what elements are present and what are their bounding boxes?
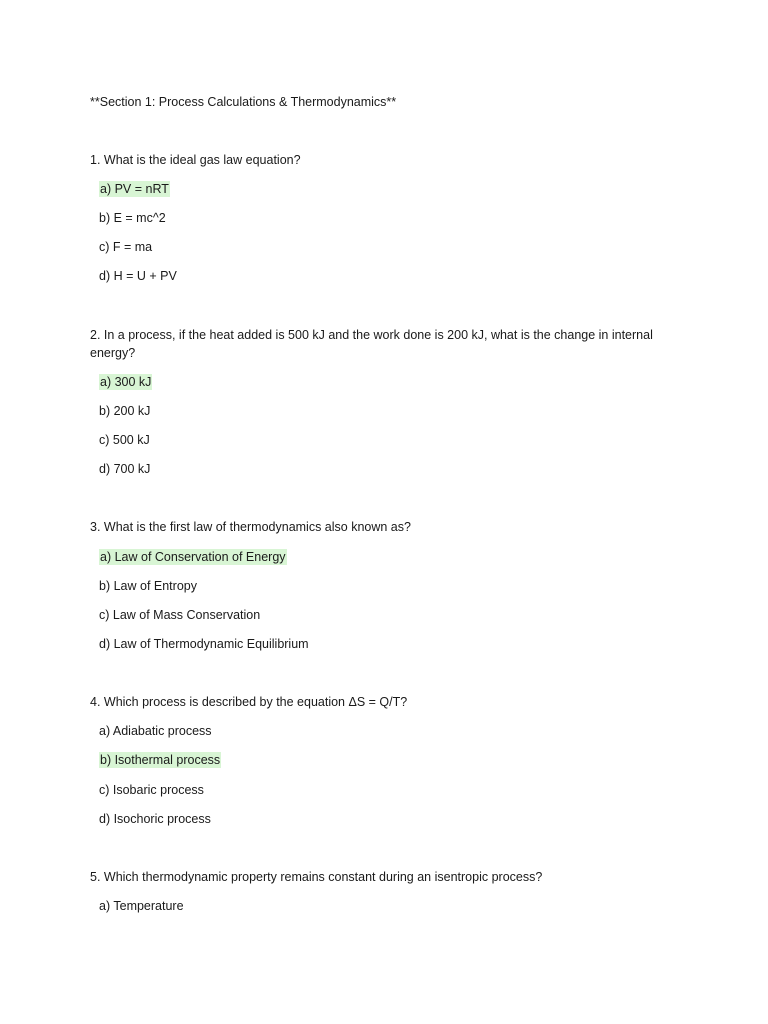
question-4-text: 4. Which process is described by the equation ΔS = Q/T?: [90, 695, 408, 709]
question-4-option-a: a) Adiabatic process: [99, 724, 212, 738]
section-title: **Section 1: Process Calculations & Thermodynamics**: [90, 95, 397, 109]
question-3-option-d: d) Law of Thermodynamic Equilibrium: [99, 637, 309, 651]
question-1-option-c: c) F = ma: [99, 240, 153, 254]
question-1-option-a: [99, 180, 170, 198]
question-3-text: 3. What is the first law of thermodynamics also known as?: [90, 520, 411, 534]
answer-highlight: a) 300 kJ: [100, 375, 152, 389]
question-1-option-d: d) H = U + PV: [99, 269, 177, 283]
question-2-option-b: b) 200 kJ: [99, 404, 151, 418]
question-2-text: 2. In a process, if the heat added is 500 kJ and the work done is 200 kJ, what is the change in internal energy?: [90, 328, 653, 360]
question-3-option-a: [99, 548, 287, 566]
question-4-option-c: c) Isobaric process: [99, 783, 204, 797]
question-3-option-c: c) Law of Mass Conservation: [99, 608, 261, 622]
question-2-option-d: d) 700 kJ: [99, 462, 151, 476]
question-4-option-b: [99, 751, 221, 769]
question-5-text: 5. Which thermodynamic property remains constant during an isentropic process?: [90, 870, 543, 884]
question-1-option-b: b) E = mc^2: [99, 211, 166, 225]
question-5-option-a: a) Temperature: [99, 899, 184, 913]
answer-highlight: a) Law of Conservation of Energy: [100, 550, 286, 564]
question-2-option-a: [99, 373, 152, 391]
question-1-text: 1. What is the ideal gas law equation?: [90, 153, 301, 167]
question-2-option-c: c) 500 kJ: [99, 433, 150, 447]
question-3-option-b: b) Law of Entropy: [99, 579, 197, 593]
answer-highlight: b) Isothermal process: [100, 753, 221, 767]
answer-highlight: a) PV = nRT: [100, 182, 169, 196]
question-4-option-d: d) Isochoric process: [99, 812, 211, 826]
